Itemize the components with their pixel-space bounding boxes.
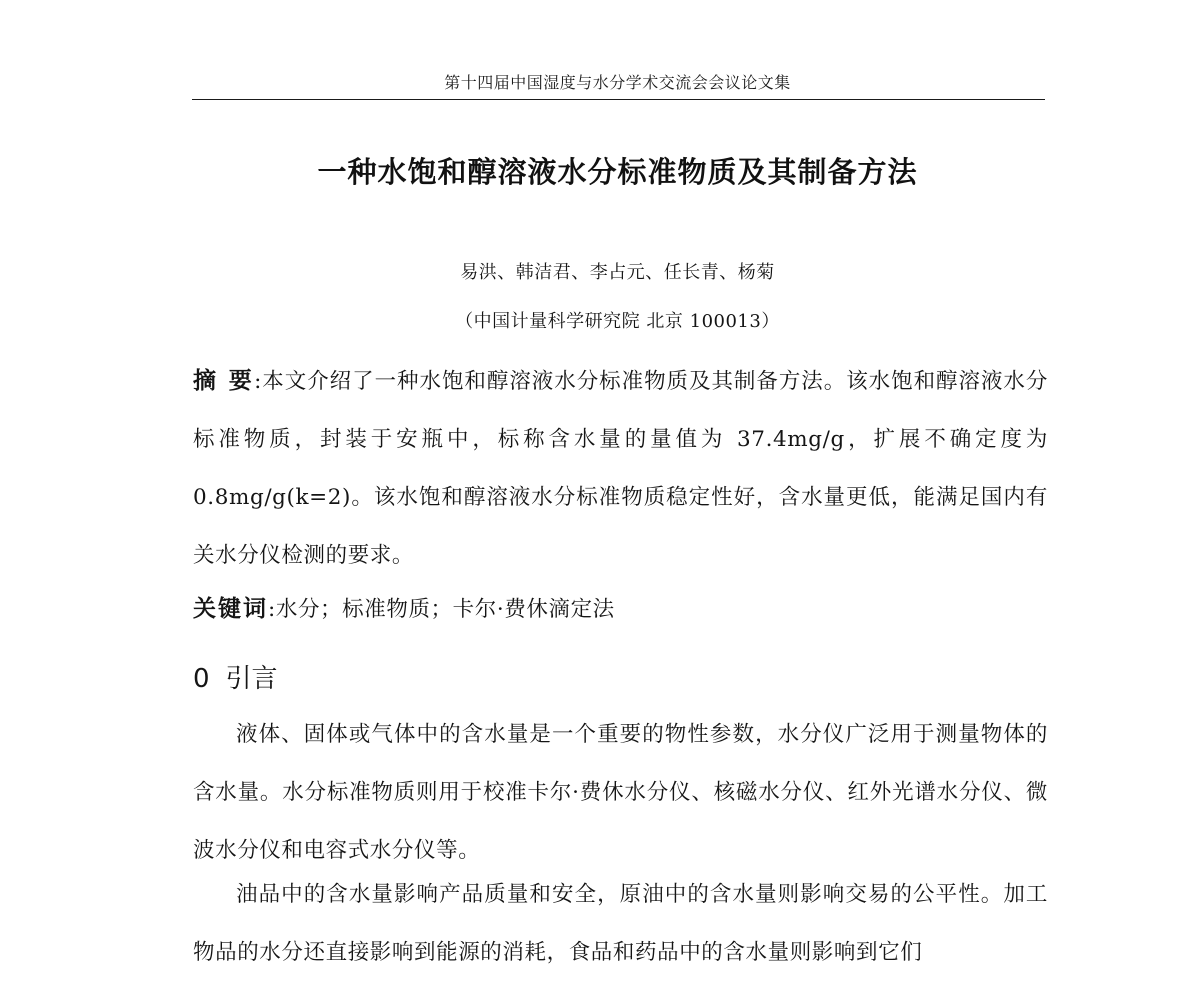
affiliation: （中国计量科学研究院 北京 100013） <box>455 311 780 332</box>
abstract-text: 本文介绍了一种水饱和醇溶液水分标准物质及其制备方法。该水饱和醇溶液水分标准物质，封装于安瓶中，标称含水量的量值为 37.4mg/g，扩展不确定度为 0.8mg/g(k=2)。该水饱和醇溶液水分标准物质稳定性好，含水量更低，能满足国内有关水分仪检测的要求。 <box>193 369 1048 568</box>
section-heading-introduction <box>193 658 278 695</box>
keywords <box>193 580 1048 639</box>
keywords-separator: : <box>268 597 276 622</box>
abstract <box>193 352 1048 585</box>
paper-title: 一种水饱和醇溶液水分标准物质及其制备方法 <box>317 155 918 189</box>
abstract-label: 摘 要 <box>193 368 255 394</box>
section-title: 引言 <box>225 664 278 694</box>
paragraph: 油品中的含水量影响产品质量和安全，原油中的含水量则影响交易的公平性。加工物品的水分还直接影响到能源的消耗，食品和药品中的含水量则影响到它们 <box>193 882 1048 965</box>
paragraph: 液体、固体或气体中的含水量是一个重要的物性参数，水分仪广泛用于测量物体的含水量。水分标准物质则用于校准卡尔·费休水分仪、核磁水分仪、红外光谱水分仪、微波水分仪和电容式水分仪等。 <box>193 722 1048 863</box>
keywords-text: 水分；标准物质；卡尔·费休滴定法 <box>275 597 615 622</box>
header-rule <box>192 99 1045 100</box>
abstract-separator: : <box>254 369 262 394</box>
author-list: 易洪、韩洁君、李占元、任长青、杨菊 <box>460 262 775 283</box>
keywords-label: 关键词 <box>193 596 268 622</box>
proceedings-header: 第十四届中国湿度与水分学术交流会会议论文集 <box>444 73 791 92</box>
section-number: 0 <box>193 664 210 694</box>
